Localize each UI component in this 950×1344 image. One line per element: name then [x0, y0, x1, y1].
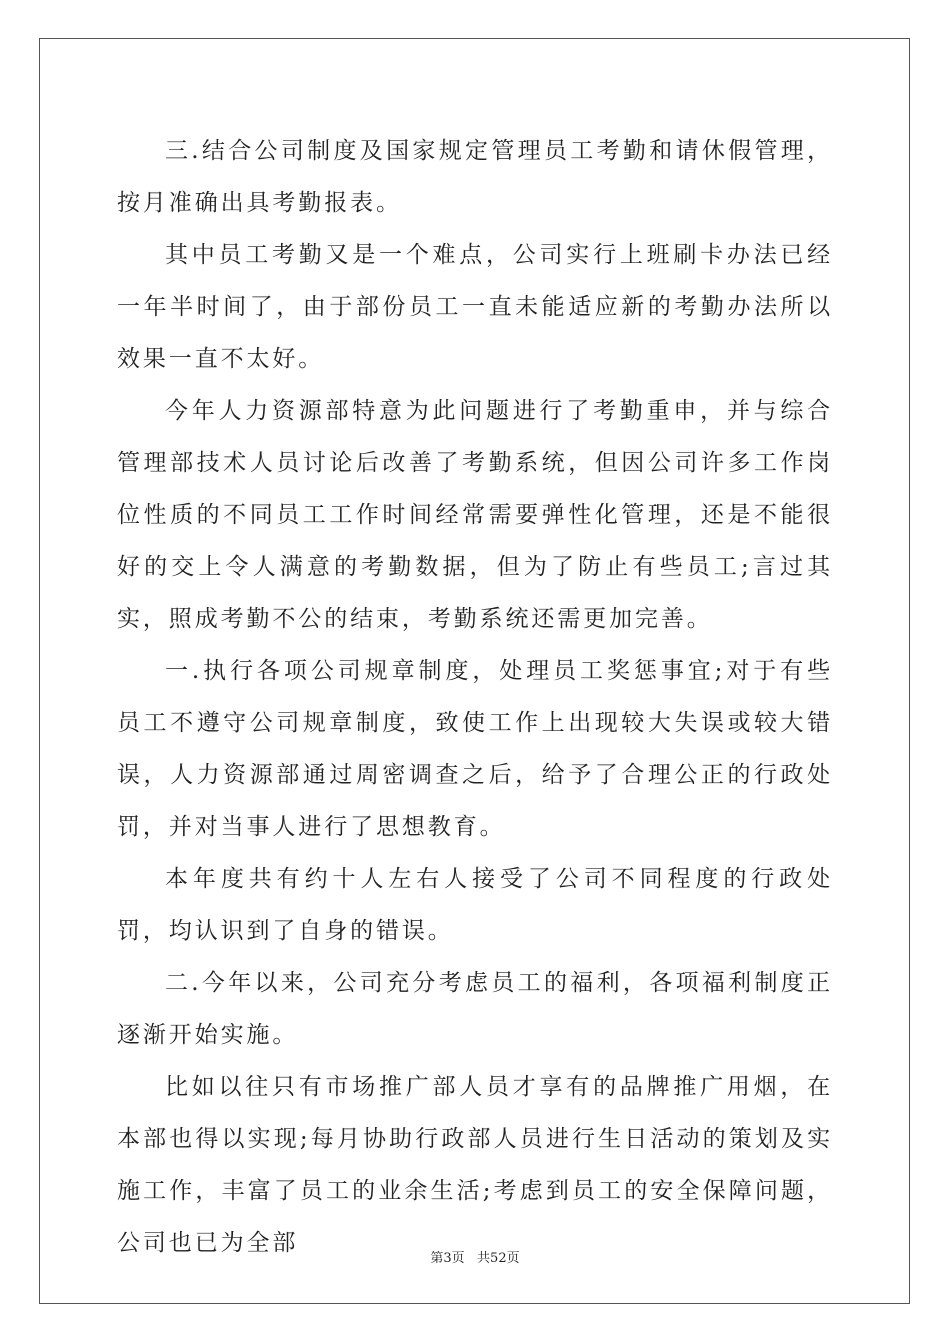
paragraph: 比如以往只有市场推广部人员才享有的品牌推广用烟，在本部也得以实现;每月协助行政部人员进行生日活动的策划及实施工作，丰富了员工的业余生活;考虑到员工的安全保障问题，公司也已为全部	[117, 1074, 833, 1256]
paragraph: 今年人力资源部特意为此问题进行了考勤重申，并与综合管理部技术人员讨论后改善了考勤系统，但因公司许多工作岗位性质的不同员工工作时间经常需要弹性化管理，还是不能很好的交上令人满意的考勤数据，但为了防止有些员工;言过其实，照成考勤不公的结束，考勤系统还需更加完善。	[117, 398, 833, 632]
document-body	[117, 125, 833, 1269]
paragraph: 一.执行各项公司规章制度，处理员工奖惩事宜;对于有些员工不遵守公司规章制度，致使工作上出现较大失误或较大错误，人力资源部通过周密调查之后，给予了合理公正的行政处罚，并对当事人进行了思想教育。	[117, 658, 833, 840]
paragraph: 其中员工考勤又是一个难点，公司实行上班刷卡办法已经一年半时间了，由于部份员工一直未能适应新的考勤办法所以效果一直不太好。	[117, 242, 833, 372]
page-number-footer: 第3页 共52页	[430, 1251, 520, 1266]
paragraph: 三.结合公司制度及国家规定管理员工考勤和请休假管理，按月准确出具考勤报表。	[117, 138, 833, 216]
paragraph: 二.今年以来，公司充分考虑员工的福利，各项福利制度正逐渐开始实施。	[117, 970, 833, 1048]
paragraph: 本年度共有约十人左右人接受了公司不同程度的行政处罚，均认识到了自身的错误。	[117, 866, 833, 944]
